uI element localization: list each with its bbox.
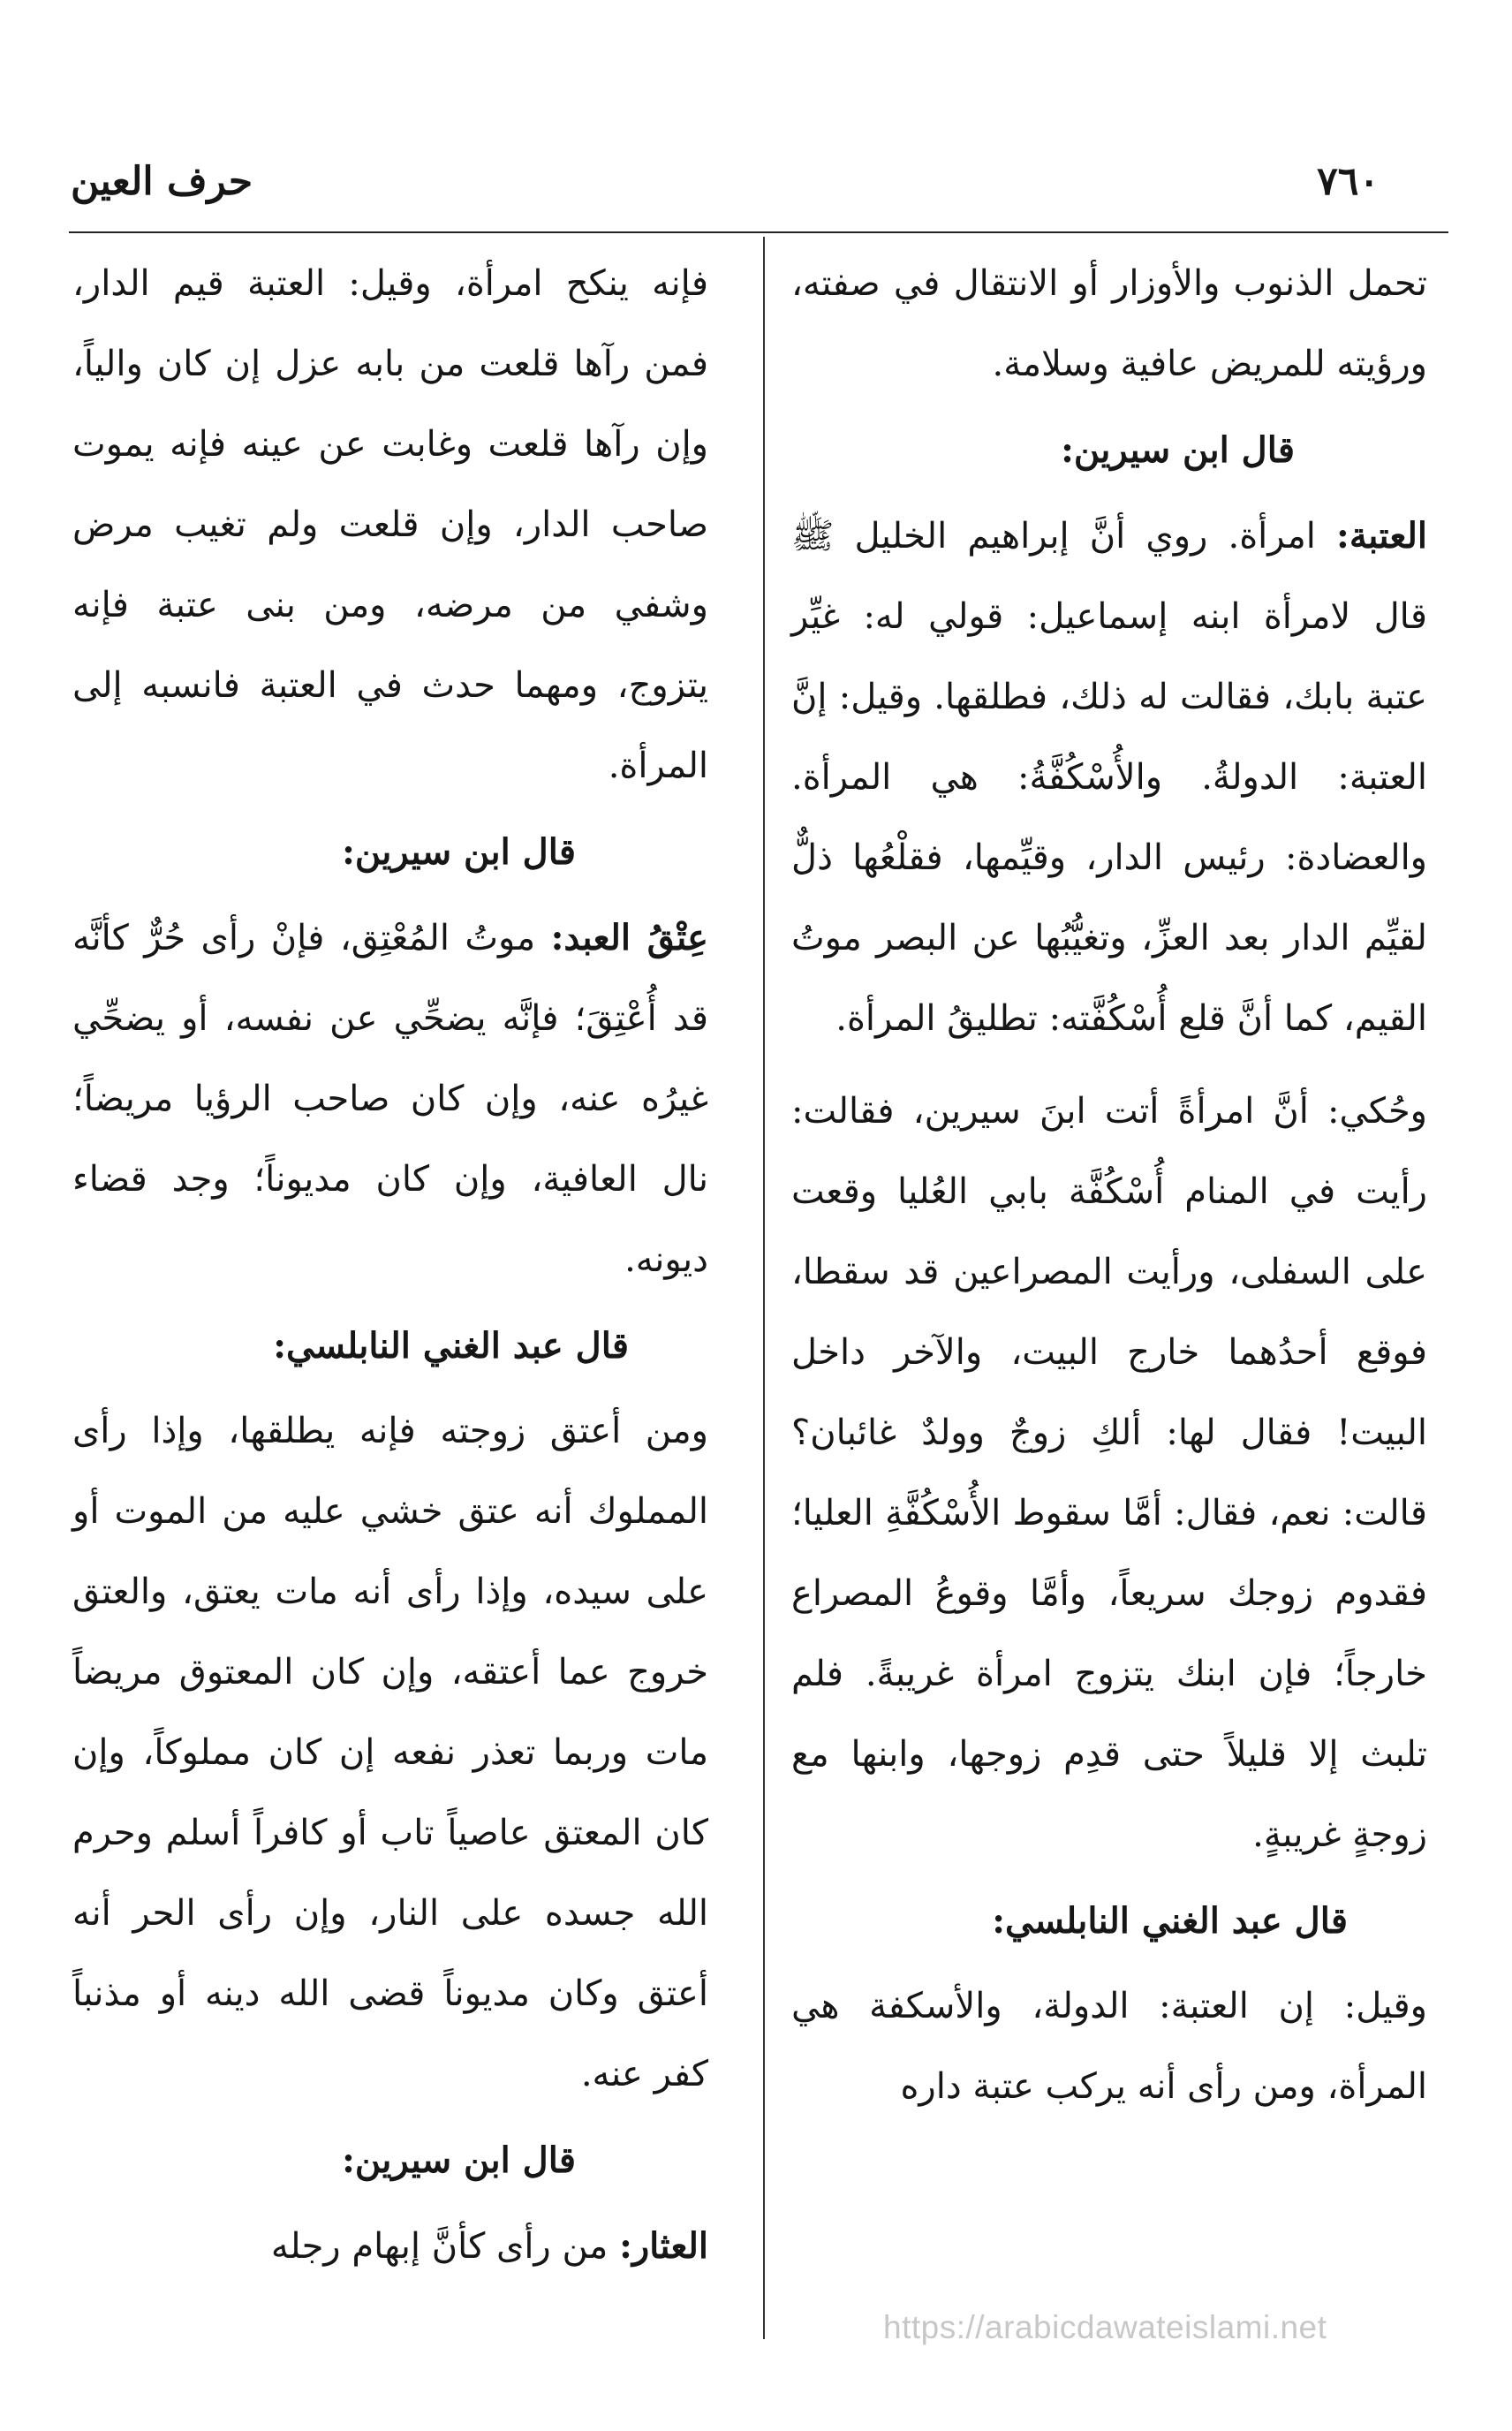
paragraph (72, 2206, 708, 2287)
entry-term: عِتْقُ العبد: (550, 917, 709, 958)
paragraph: ومن أعتق زوجته فإنه يطلقها، وإذا رأى المملوك أنه عتق خشي عليه من الموت أو على سيده، وإذا رأى أنه مات يعتق، والعتق خروج عما أعتقه، وإن كان المعتوق مريضاً مات وربما تعذر نفعه إن كان مملوكاً، وإن كان المعتق عاصياً تاب أو كافراً أسلم وحرم الله جسده على النار، وإن رأى الحر أنه أعتق وكان مديوناً قضى الله دينه أو مذنباً كفر عنه. (72, 1411, 708, 2094)
running-title: حرف العين (71, 159, 253, 204)
section-heading: قال عبد الغني النابلسي: (273, 1325, 629, 1367)
left-column (72, 244, 708, 2287)
column-divider (763, 237, 765, 2339)
paragraph: تحمل الذنوب والأوزار أو الانتقال في صفته، ورؤيته للمريض عافية وسلامة. (791, 263, 1427, 384)
header-rule (69, 231, 1448, 233)
entry-text: من رأى كأنَّ إبهام رجله (270, 2226, 620, 2267)
entry-term: العتبة: (1336, 515, 1427, 557)
entry-term: العثار: (619, 2225, 708, 2267)
watermark-url: https://arabicdawateislami.net (883, 2309, 1327, 2345)
entry-text: موتُ المُعْتِق، فإنْ رأى حُرٌّ كأنَّه قد أُعْتِقَ؛ فإنَّه يضحِّي عن نفسه، أو يضحِّي غيرُه عنه، وإن كان صاحب الرؤيا مريضاً؛ نال العافية، وإن كان مديوناً؛ وجد قضاء ديونه. (72, 918, 708, 1280)
section-heading: قال ابن سيرين: (1061, 429, 1295, 471)
paragraph: فإنه ينكح امرأة، وقيل: العتبة قيم الدار، فمن رآها قلعت من بابه عزل إن كان والياً، وإن رآها قلعت وغابت عن عينه فإنه يموت صاحب الدار، وإن قلعت ولم تغيب مرض وشفي من مرضه، ومن بنى عتبة فإنه يتزوج، ومهما حدث في العتبة فانسبه إلى المرأة. (72, 263, 708, 786)
paragraph: وقيل: إن العتبة: الدولة، والأسكفة هي المرأة، ومن رأى أنه يركب عتبة داره (791, 1986, 1427, 2107)
paragraph: وحُكي: أنَّ امرأةً أتت ابنَ سيرين، فقالت: رأيت في المنام أُسْكُفَّة بابي العُليا وقعت على السفلى، ورأيت المصراعين قد سقطا، فوقع أحدُهما خارج البيت، والآخر داخل البيت! فقال لها: ألكِ زوجٌ وولدٌ غائبان؟ قالت: نعم، فقال: أمَّا سقوط الأُسْكُفَّةِ العليا؛ فقدوم زوجك سريعاً، وأمَّا وقوعُ المصراع خارجاً؛ فإن ابنك يتزوج امرأة غريبةً. فلم تلبث إلا قليلاً حتى قدِم زوجها، وابنها مع زوجةٍ غريبةٍ. (791, 1091, 1427, 1855)
paragraph (791, 496, 1427, 1059)
section-heading: قال عبد الغني النابلسي: (992, 1900, 1348, 1942)
page-number: ٧٦٠ (1317, 159, 1380, 204)
section-heading: قال ابن سيرين: (342, 2139, 576, 2181)
paragraph (72, 897, 708, 1300)
section-heading: قال ابن سيرين: (342, 831, 576, 873)
page-header (71, 159, 1450, 221)
right-column (791, 244, 1427, 2127)
entry-text: امرأة. روي أنَّ إبراهيم الخليل ﷺ قال لامرأة ابنه إسماعيل: قولي له: غيِّر عتبة بابك، فقالت له ذلك، فطلقها. وقيل: إنَّ العتبة: الدولةُ. والأُسْكُفَّةُ: هي المرأة. والعضادة: رئيس الدار، وقيِّمها، فقلْعُها ذلٌّ لقيِّم الدار بعد العزِّ، وتغيُّبُها عن البصر موتُ القيم، كما أنَّ قلع أُسْكُفَّته: تطليقُ المرأة. (791, 516, 1427, 1039)
